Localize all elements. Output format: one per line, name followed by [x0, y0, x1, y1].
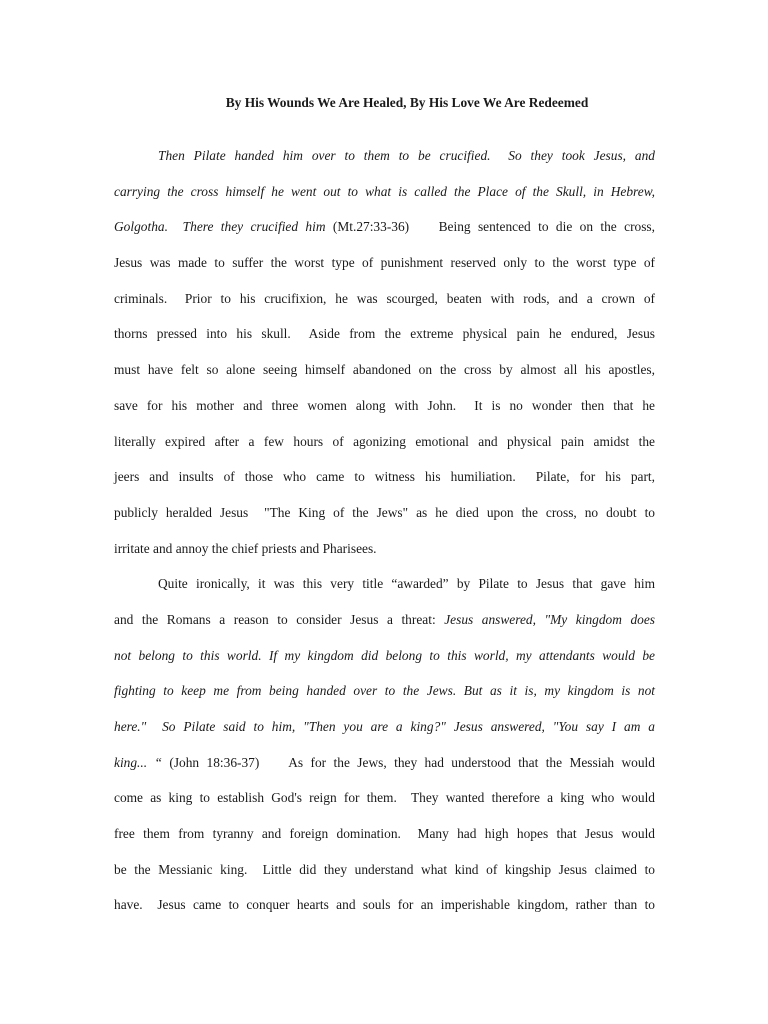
body-line [114, 429, 655, 465]
body-line [114, 785, 655, 821]
text-span: Then Pilate handed him over to them to be crucified. So they took Jesus, and [158, 148, 655, 163]
body-line [114, 143, 655, 179]
body-line [114, 250, 655, 286]
text-span: thorns pressed into his skull. Aside from the extreme physical pain he endured, Jesus [114, 326, 655, 342]
text-span: fighting to keep me from being handed over to the Jews. But as it is, my kingdom is not [114, 683, 655, 699]
body-line [114, 678, 655, 714]
body-line [114, 750, 655, 786]
text-span: come as king to establish God's reign for them. They wanted therefore a king who would [114, 790, 655, 806]
body-line [114, 821, 655, 857]
body-line [114, 393, 655, 429]
text-span: and the Romans a reason to consider Jesus a threat: [114, 611, 445, 627]
text-span: (John 18:36-37) As for the Jews, they had understood that the Messiah would [161, 754, 655, 770]
body-line [114, 571, 655, 607]
body-line [114, 536, 655, 572]
body-line [114, 214, 655, 250]
text-span: have. Jesus came to conquer hearts and souls for an imperishable kingdom, rather than to [114, 897, 655, 913]
body-line [114, 500, 655, 536]
text-span: here." So Pilate said to him, "Then you are a king?" Jesus answered, "You say I am a [114, 719, 655, 734]
body-line [114, 464, 655, 500]
text-span: Jesus was made to suffer the worst type of punishment reserved only to the worst type of [114, 255, 655, 271]
body-line [114, 714, 655, 750]
text-span: publicly heralded Jesus "The King of the Jews" as he died upon the cross, no doubt to [114, 504, 655, 520]
body-line [114, 892, 655, 928]
body-line [114, 357, 655, 393]
body-line [114, 179, 655, 215]
text-span: irritate and annoy the chief priests and Pharisees. [114, 540, 377, 556]
text-span: save for his mother and three women along with John. It is no wonder then that he [114, 397, 655, 413]
text-span: be the Messianic king. Little did they understand what kind of kingship Jesus claimed to [114, 861, 655, 877]
text-span: Jesus answered, "My kingdom does [444, 611, 655, 627]
text-span: not belong to this world. If my kingdom did belong to this world, my attendants would be [114, 647, 655, 663]
body-line [114, 286, 655, 322]
document-title: By His Wounds We Are Healed, By His Love We Are Redeemed [225, 95, 589, 110]
text-span: literally expired after a few hours of agonizing emotional and physical pain amidst the [114, 433, 655, 449]
text-span: must have felt so alone seeing himself abandoned on the cross by almost all his apostles, [114, 362, 655, 378]
body-line [114, 643, 655, 679]
text-span: free them from tyranny and foreign domination. Many had high hopes that Jesus would [114, 826, 655, 842]
text-span: jeers and insults of those who came to witness his humiliation. Pilate, for his part, [114, 469, 655, 485]
text-span: (Mt.27:33-36) Being sentenced to die on the cross, [325, 219, 655, 235]
text-span: Golgotha. There they crucified him [114, 219, 326, 235]
text-span: Quite ironically, it was this very title “awarded” by Pilate to Jesus that gave him [158, 576, 655, 592]
body-line [114, 607, 655, 643]
body-line [114, 857, 655, 893]
body-line [114, 321, 655, 357]
document-body [114, 143, 655, 928]
text-span: carrying the cross himself he went out to what is called the Place of the Skull, in Hebrew, [114, 183, 655, 199]
text-span: king... “ [114, 754, 162, 770]
text-span: criminals. Prior to his crucifixion, he was scourged, beaten with rods, and a crown of [114, 290, 655, 306]
